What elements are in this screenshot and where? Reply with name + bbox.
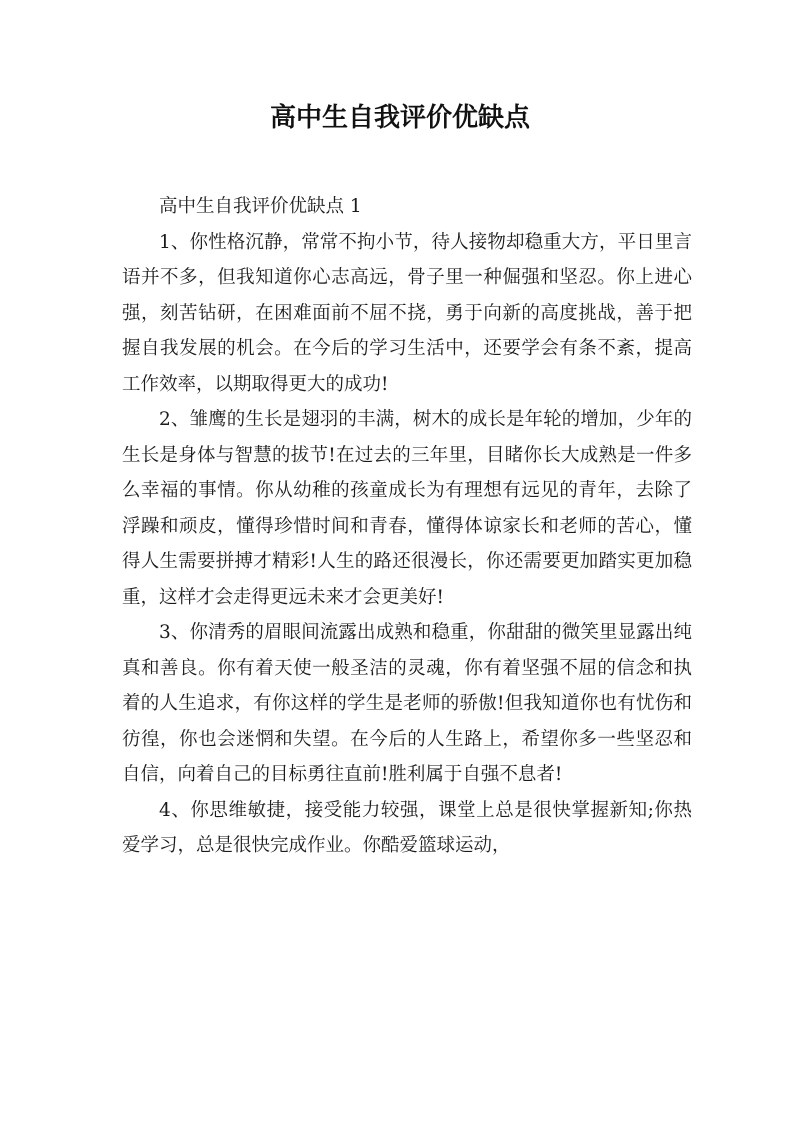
section-heading: 高中生自我评价优缺点 1 <box>159 196 362 217</box>
document-body <box>122 189 692 864</box>
paragraph-2: 2、雏鹰的生长是翅羽的丰满，树木的成长是年轮的增加，少年的生长是身体与智慧的拔节!在过去的三年里，目睹你长大成熟是一件多么幸福的事情。你从幼稚的孩童成长为有理想有远见的青年，去除了浮躁和顽皮，懂得珍惜时间和青春，懂得体谅家长和老师的苦心，懂得人生需要拼搏才精彩!人生的路还很漫长，你还需要更加踏实更加稳重，这样才会走得更远未来才会更美好! <box>122 409 692 608</box>
document-title: 高中生自我评价优缺点 <box>269 103 530 133</box>
paragraph-4: 4、你思维敏捷，接受能力较强，课堂上总是很快掌握新知;你热爱学习，总是很快完成作业。你酷爱篮球运动， <box>122 799 692 856</box>
paragraph-1: 1、你性格沉静，常常不拘小节，待人接物却稳重大方，平日里言语并不多，但我知道你心志高远，骨子里一种倔强和坚忍。你上进心强，刻苦钻研，在困难面前不屈不挠，勇于向新的高度挑战，善于把握自我发展的机会。在今后的学习生活中，还要学会有条不紊，提高工作效率，以期取得更大的成功! <box>122 231 692 395</box>
paragraph-3: 3、你清秀的眉眼间流露出成熟和稳重，你甜甜的微笑里显露出纯真和善良。你有着天使一般圣洁的灵魂，你有着坚强不屈的信念和执着的人生追求，有你这样的学生是老师的骄傲!但我知道你也有忧伤和彷徨，你也会迷惘和失望。在今后的人生路上，希望你多一些坚忍和自信，向着自己的目标勇往直前!胜利属于自强不息者! <box>122 622 692 785</box>
